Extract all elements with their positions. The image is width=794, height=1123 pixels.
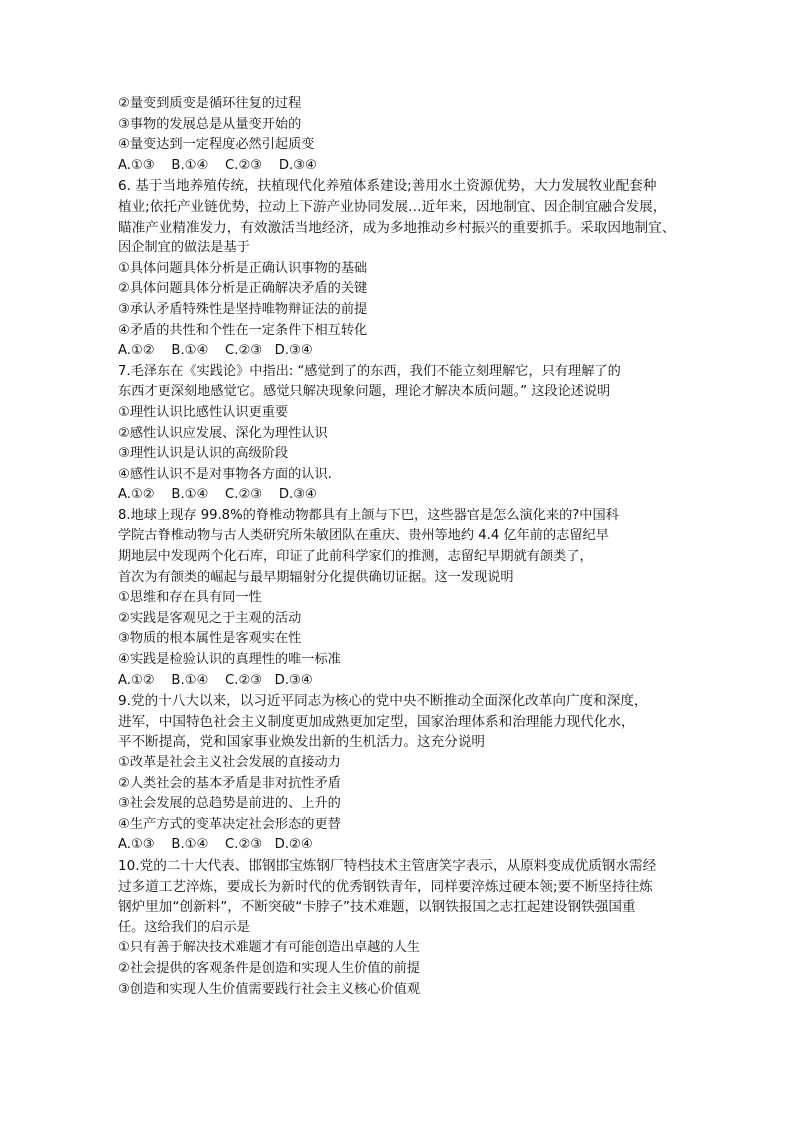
question-6-text: 植业;依托产业链优势，拉动上下游产业协同发展…近年来，因地制宜、因企制宜融合发展，: [118, 198, 667, 215]
option-line: ②实践是客观见之于主观的活动: [118, 610, 302, 626]
text-line: ②量变到质变是循环往复的过程: [118, 96, 302, 111]
question-10-text: 10.党的二十大代表、邯钢邯宝炼钢厂特档技术主管唐笑字表示，从原料变成优质钢水需经: [118, 857, 657, 874]
option-line: ③理性认识是认识的高级阶段: [118, 446, 289, 462]
document-page: [118, 94, 688, 1000]
answer-options: A.①② B.①④ C.②③ D.③④: [118, 343, 313, 359]
option-line: ②人类社会的基本矛盾是非对抗性矛盾: [118, 775, 341, 791]
option-line: ③物质的根本属性是客观实在性: [118, 631, 302, 647]
question-6-text: 因企制宜的做法是基于: [118, 240, 250, 256]
option-line: ④实践是检验认识的真理性的唯一标准: [118, 652, 341, 668]
option-line: ④矛盾的共性和个性在一定条件下相互转化: [118, 322, 368, 338]
text-line: ④量变达到一定程度必然引起质变: [118, 137, 315, 153]
answer-options: A.①③ B.①④ C.②③ D.③④: [118, 157, 317, 173]
question-6-text: 6. 基于当地养殖传统，扶植现代化养殖体系建设;善用水土资源优势，大力发展牧业配套种: [118, 178, 657, 195]
question-10-text: 钢炉里加“创新料”，不断突破“卡脖子”技术难题，以钢铁报国之志扛起建设钢铁强国重: [118, 899, 636, 916]
option-line: ④感性认识不是对事物各方面的认识.: [118, 466, 332, 482]
option-line: ①思维和存在具有同一性: [118, 590, 262, 606]
question-8-text: 期地层中发现两个化石库，印证了此前科学家们的推测，志留纪早期就有颌类了，: [118, 549, 593, 565]
question-8-text: 8.地球上现存 99.8%的脊椎动物都具有上颌与下巴，这些器官是怎么演化来的?中国科: [118, 507, 619, 523]
question-7-text: 7.毛泽东在《实践论》中指出: “感觉到了的东西，我们不能立刻理解它，只有理解了的: [118, 363, 621, 379]
option-line: ①具体问题具体分析是正确认识事物的基础: [118, 260, 368, 276]
question-10-text: 任。这给我们的启示是: [118, 919, 250, 935]
answer-options: A.①② B.①④ C.②③ D.③④: [118, 672, 313, 688]
question-8-text: 学院古脊椎动物与古人类研究所朱敏团队在重庆、贵州等地约 4.4 亿年前的志留纪早: [118, 528, 609, 544]
option-line: ①理性认识比感性认识更重要: [118, 404, 289, 420]
option-line: ③社会发展的总趋势是前进的、上升的: [118, 796, 341, 812]
text-line: ③事物的发展总是从量变开始的: [118, 116, 302, 132]
option-line: ②具体问题具体分析是正确解决矛盾的关键: [118, 281, 368, 297]
question-10-text: 过多道工艺淬炼，要成长为新时代的优秀钢铁青年，同样要淬炼过硬本领;要不断坚持往炼: [118, 878, 653, 895]
question-8-text: 首次为有颌类的崛起与最早期辐射分化提供确切证据。这一发现说明: [118, 569, 514, 585]
option-line: ④生产方式的变革决定社会形态的更替: [118, 816, 341, 832]
option-line: ①改革是社会主义社会发展的直接动力: [118, 755, 341, 770]
question-9-text: 9.党的十八大以来，以习近平同志为核心的党中央不断推动全面深化改革向广度和深度，: [118, 693, 648, 710]
option-line: ②社会提供的客观条件是创造和实现人生价值的前提: [118, 960, 420, 976]
question-7-text: 东西才更深刻地感觉它。感觉只解决现象问题，理论才解决本质问题。” 这段论述说明: [118, 384, 611, 400]
question-6-text: 瞄准产业精准发力，有效激活当地经济，成为多地推动乡村振兴的重要抓手。采取因地制宜、: [118, 219, 676, 236]
question-9-text: 进军，中国特色社会主义制度更加成熟更加定型，国家治理体系和治理能力现代化水，: [118, 713, 635, 730]
answer-options: A.①③ B.①④ C.②③ D.②④: [118, 837, 313, 853]
question-9-text: 平不断提高，党和国家事业焕发出新的生机活力。这充分说明: [118, 734, 486, 751]
option-line: ②感性认识应发展、深化为理性认识: [118, 425, 328, 441]
option-line: ③创造和实现人生价值需要践行社会主义核心价值观: [118, 981, 420, 997]
option-line: ①只有善于解决技术难题才有可能创造出卓越的人生: [118, 940, 420, 956]
answer-options: A.①② B.①④ C.②③ D.③④: [118, 487, 317, 503]
option-line: ③承认矛盾特殊性是坚持唯物辩证法的前提: [118, 301, 368, 317]
